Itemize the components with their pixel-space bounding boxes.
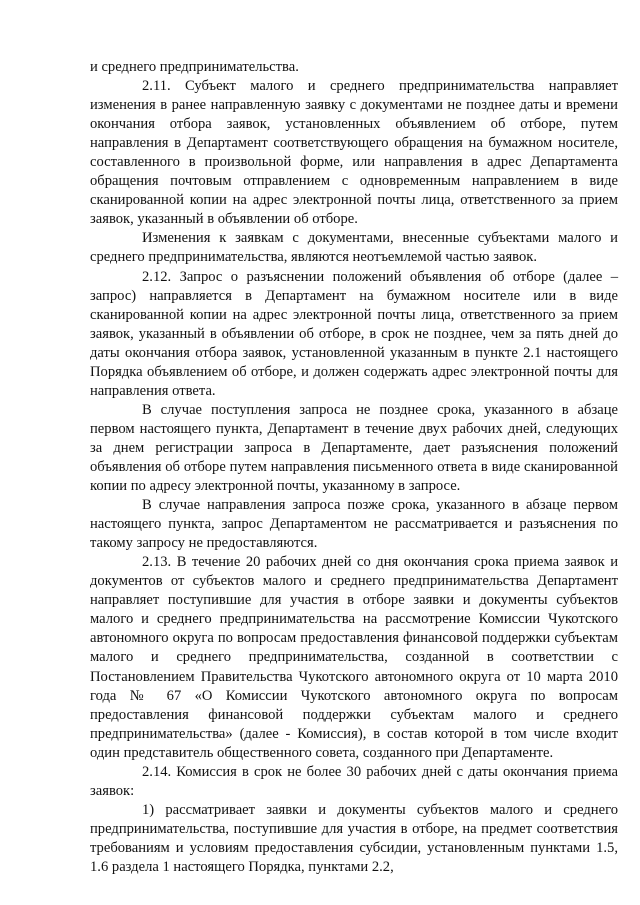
paragraph-2-13: 2.13. В течение 20 рабочих дней со дня окончания срока приема заявок и документов от субъектов малого и среднего предпринимательства Департамент направляет поступившие для участия в отборе заявки и документы субъектов малого и среднего предпринимательства на рассмотрение Комиссии Чукотского автономного округа по вопросам предоставления финансовой поддержки субъектам малого и среднего предпринимательства, созданной в соответствии с Постановлением Правительства Чукотского автономного округа от 10 марта 2010 года № 67 «О Комиссии Чукотского автономного округа по вопросам предоставления финансовой поддержки субъектам малого и среднего предпринимательства» (далее - Комиссия), в состав которой в том числе входит один представитель общественного совета, созданного при Департаменте. bbox=[90, 554, 618, 761]
paragraph-2-14: 2.14. Комиссия в срок не более 30 рабочих дней с даты окончания приема заявок: bbox=[90, 763, 618, 799]
paragraph-2-14-item-1: 1) рассматривает заявки и документы субъектов малого и среднего предпринимательства, поступившие для участия в отборе, на предмет соответствия требованиям и условиям предоставления субсидии, установленным пунктами 1.5, 1.6 раздела 1 настоящего Порядка, пунктами 2.2, bbox=[90, 801, 618, 875]
paragraph-2-11-changes: Изменения к заявкам с документами, внесенные субъектами малого и среднего предпринимательства, являются неотъемлемой частью заявок. bbox=[90, 230, 618, 266]
paragraph-2-12-late-request: В случае направления запроса позже срока, указанного в абзаце первом настоящего пункта, запрос Департаментом не рассматривается и разъяснения по такому запросу не предоставляются. bbox=[90, 497, 618, 552]
paragraph-2-12: 2.12. Запрос о разъяснении положений объявления об отборе (далее – запрос) направляется в Департамент на бумажном носителе или в виде сканированной копии на адрес электронной почты лица, ответственного за прием заявок, указанный в объявлении об отборе, в срок не позднее, чем за пять дней до даты окончания отбора заявок, установленной указанным в пункте 2.1 настоящего Порядка объявлением об отборе, и должен содержать адрес электронной почты для направления ответа. bbox=[90, 268, 618, 399]
paragraph-2-11: 2.11. Субъект малого и среднего предпринимательства направляет изменения в ранее направленную заявку с документами не позднее даты и времени окончания отбора заявок, установленных объявлением об отборе, путем направления в Департамент соответствующего обращения на бумажном носителе, составленного в произвольной форме, или направления в адрес Департамента обращения почтовым отправлением с одновременным направлением в виде сканированной копии на адрес электронной почты лица, ответственного за прием заявок, указанный в объявлении об отборе. bbox=[90, 78, 618, 228]
paragraph-2-12-timely-request: В случае поступления запроса не позднее срока, указанного в абзаце первом настоящего пункта, Департамент в течение двух рабочих дней, следующих за днем регистрации запроса в Департаменте, дает разъяснения положений объявления об отборе путем направления письменного ответа в виде сканированной копии по адресу электронной почты, указанному в запросе. bbox=[90, 401, 618, 495]
paragraph-continuation: и среднего предпринимательства. bbox=[90, 59, 299, 75]
